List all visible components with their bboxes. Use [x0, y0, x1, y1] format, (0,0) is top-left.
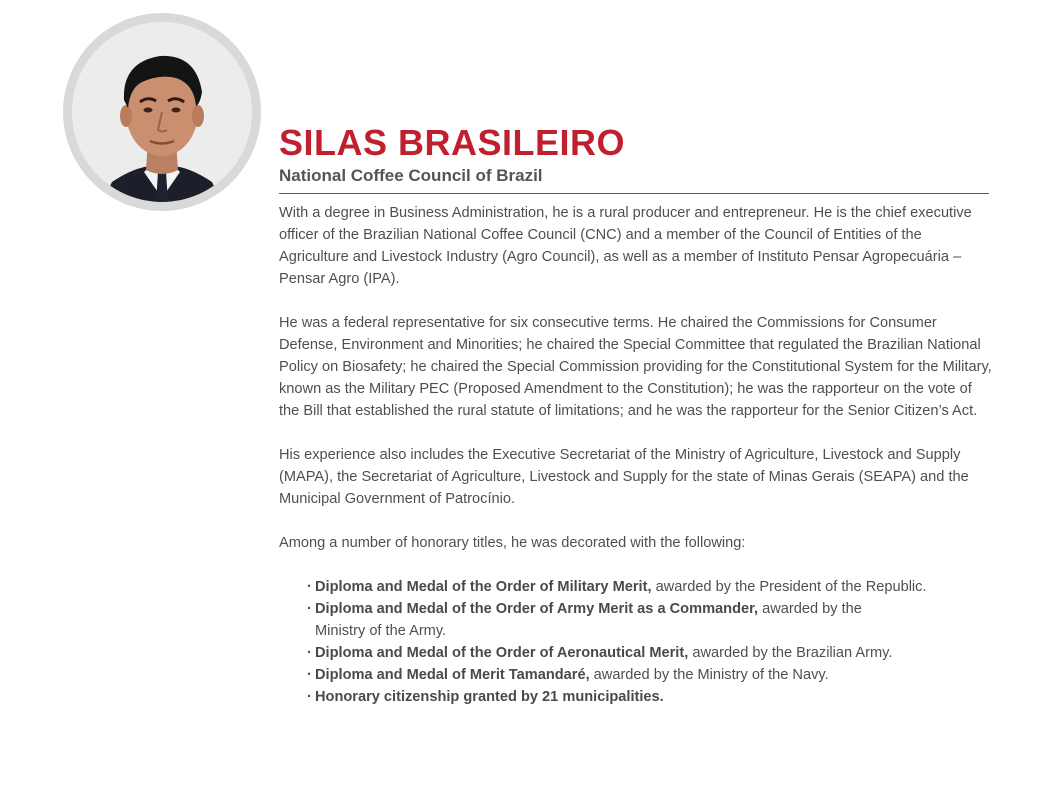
organization-name: National Coffee Council of Brazil — [279, 166, 543, 185]
honors-intro: Among a number of honorary titles, he was decorated with the following: — [279, 535, 746, 551]
avatar-frame — [63, 13, 261, 211]
portrait-image — [72, 22, 252, 202]
list-item — [309, 598, 994, 642]
honors-list — [279, 576, 994, 708]
honor-detail: awarded by the — [758, 601, 862, 617]
bio-paragraph-3: His experience also includes the Executive Secretariat of the Ministry of Agriculture, Livestock and Supply (MAPA), the Secretariat of Agriculture, Livestock and Supply for the state of Minas Gerais (SEAPA) and the Municipal Government of Patrocínio. — [279, 447, 969, 507]
honor-title: Diploma and Medal of the Order of Aeronautical Merit, — [315, 645, 689, 661]
honor-detail: awarded by the Brazilian Army. — [688, 645, 893, 661]
honor-title: Honorary citizenship granted by 21 municipalities. — [315, 689, 664, 705]
biography — [279, 202, 994, 708]
honor-title: Diploma and Medal of the Order of Military Merit, — [315, 579, 652, 595]
bio-paragraph-2: He was a federal representative for six consecutive terms. He chaired the Commissions for Consumer Defense, Environment and Minorities; he chaired the Special Committee that regulated the Brazilian National Policy on Biosafety; he chaired the Special Commission providing for the Constitutional System for the Military, known as the Military PEC (Proposed Amendment to the Constitution); he was the rapporteur on the vote of the Bill that established the rural statute of limitations; and he was the rapporteur for the Senior Citizen’s Act. — [279, 315, 992, 419]
list-item — [309, 576, 994, 598]
bio-paragraph-1: With a degree in Business Administration, he is a rural producer and entrepreneur. He is the chief executive officer of the Brazilian National Coffee Council (CNC) and a member of the Council of Entities of the Agriculture and Livestock Industry (Agro Council), as well as a member of Instituto Pensar Agropecuária – Pensar Agro (IPA). — [279, 205, 972, 287]
list-item — [309, 686, 994, 708]
list-item — [309, 664, 994, 686]
profile-header — [279, 122, 989, 194]
person-name: SILAS BRASILEIRO — [279, 122, 626, 163]
avatar — [72, 22, 252, 202]
list-item — [309, 642, 994, 664]
honor-detail: awarded by the Ministry of the Navy. — [589, 667, 829, 683]
header-divider — [279, 193, 989, 194]
honor-detail-continued: Ministry of the Army. — [315, 623, 447, 639]
honor-title: Diploma and Medal of the Order of Army Merit as a Commander, — [315, 601, 759, 617]
honor-detail: awarded by the President of the Republic. — [651, 579, 927, 595]
honor-title: Diploma and Medal of Merit Tamandaré, — [315, 667, 590, 683]
